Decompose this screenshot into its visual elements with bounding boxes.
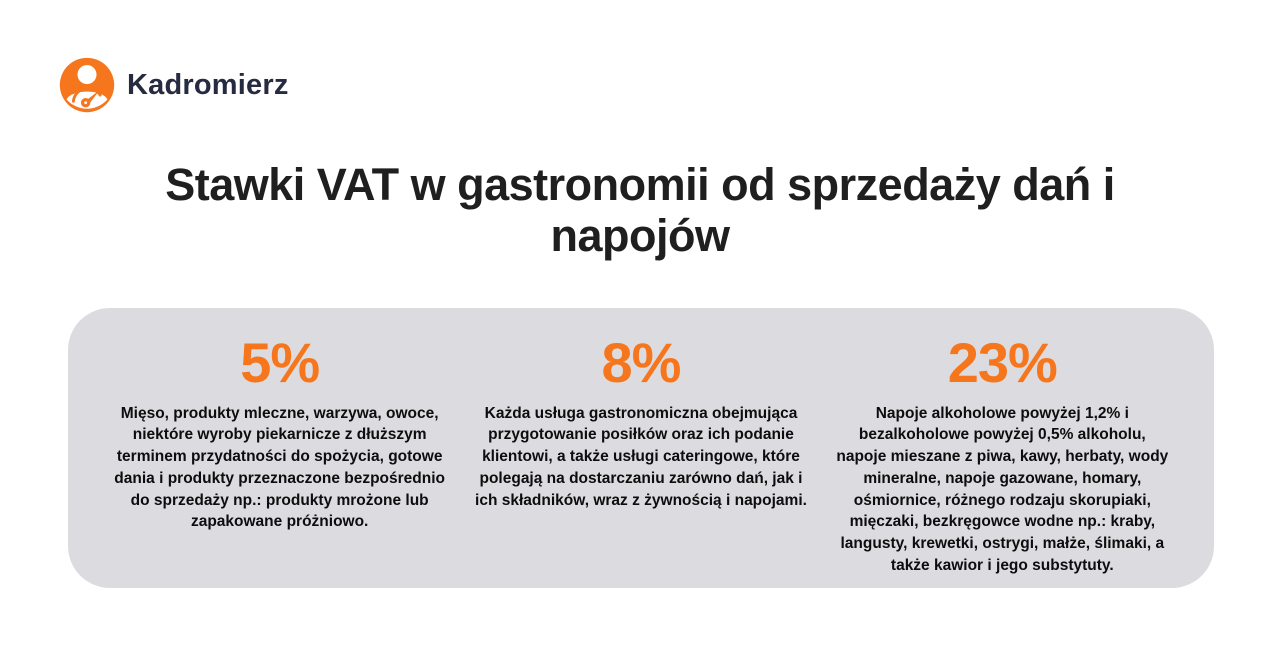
vat-column-8-percent (473, 331, 808, 564)
vat-rate-description: Napoje alkoholowe powyżej 1,2% i bezalkoholowe powyżej 0,5% alkoholu, napoje mieszane z piwa, kawy, herbaty, wody mineralne, napoje gazowane, homary, ośmiornice, różnego rodzaju skorupiaki, mięczaki, bezkręgowce wodne np.: kraby, langusty, krewetki, ostrygi, małże, ślimaki, a także kawior i jego substytuty. (836, 404, 1169, 574)
vat-column-5-percent (112, 331, 447, 564)
vat-column-23-percent (835, 331, 1170, 574)
vat-rate-value: 23% (947, 331, 1057, 394)
kadromierz-logo (58, 56, 289, 114)
page-title: Stawki VAT w gastronomii od sprzedaży dań i napojów (165, 159, 1115, 261)
brand-name: Kadromierz (127, 68, 289, 101)
vat-rate-description: Każda usługa gastronomiczna obejmująca przygotowanie posiłków oraz ich podanie klientowi, a także usługi cateringowe, które polegają na dostarczaniu zarówno dań, jak i ich składników, wraz z żywnością i napojami. (475, 404, 807, 509)
kadromierz-gauge-person-icon (58, 56, 116, 114)
vat-rate-description: Mięso, produkty mleczne, warzywa, owoce, niektóre wyroby piekarnicze z dłuższym terminem przydatności do spożycia, gotowe dania i produkty przeznaczone bezpośrednio do sprzedaży np.: produkty mrożone lub zapakowane próżniowo. (114, 404, 446, 531)
vat-rate-value: 8% (601, 331, 681, 394)
vat-rate-value: 5% (240, 331, 320, 394)
vat-rates-card (68, 308, 1214, 588)
